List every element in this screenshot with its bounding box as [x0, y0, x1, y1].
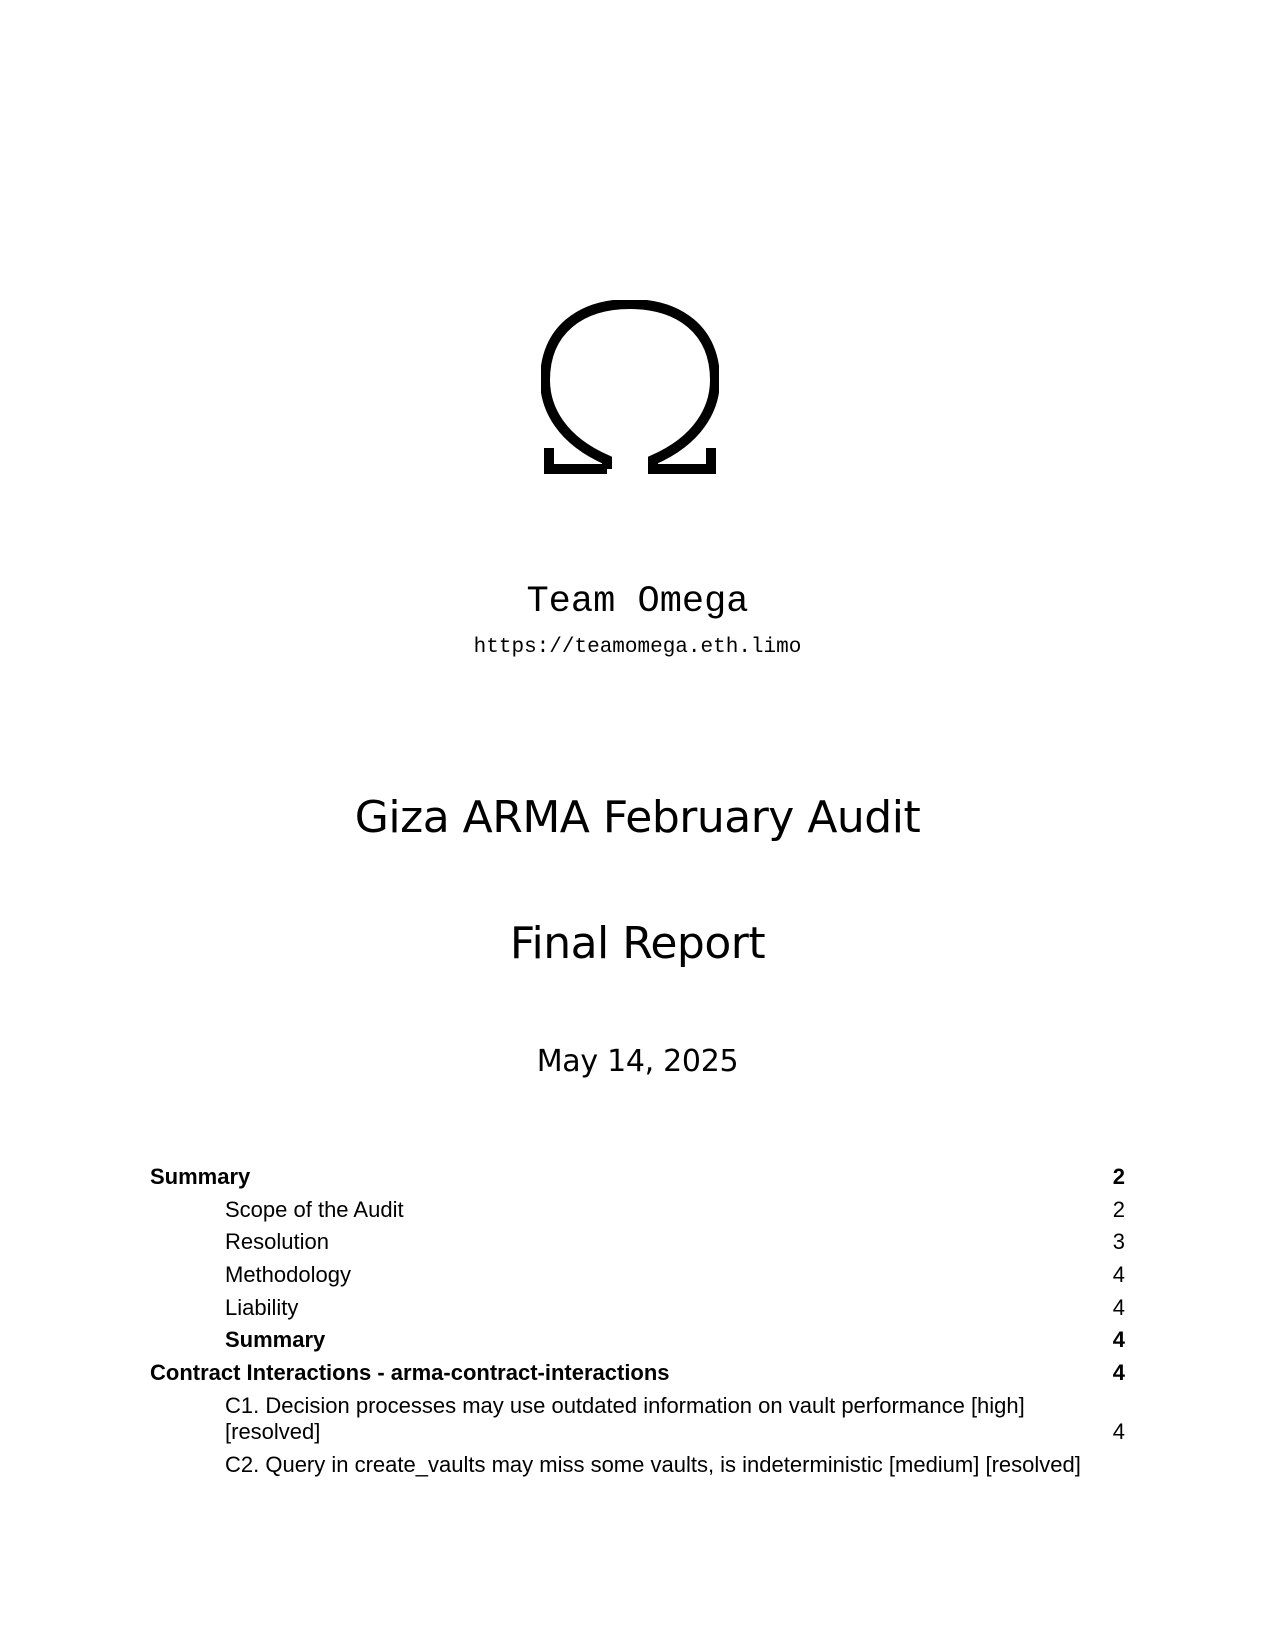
toc-entry-page: 3	[1112, 1229, 1125, 1255]
toc-entry-page: 4	[1112, 1360, 1125, 1386]
toc-entry-title: C1. Decision processes may use outdated information on vault performance [high] [resolved]	[225, 1392, 1025, 1444]
organization-url[interactable]: https://teamomega.eth.limo	[473, 636, 802, 659]
organization-name: Team Omega	[526, 581, 749, 623]
report-title: Giza ARMA February Audit	[354, 792, 921, 843]
toc-entry-page: 4	[1112, 1262, 1125, 1288]
toc-entry-c1[interactable]	[150, 1393, 1125, 1445]
toc-entry-title: Contract Interactions - arma-contract-interactions	[150, 1360, 670, 1386]
toc-entry-contract-interactions[interactable]	[150, 1360, 1125, 1386]
report-subtitle: Final Report	[509, 918, 766, 969]
toc-entry-title: Resolution	[225, 1229, 329, 1255]
toc-entry-page: 4	[1112, 1418, 1125, 1444]
toc-entry-liability[interactable]	[150, 1295, 1125, 1321]
toc-entry-scope[interactable]	[150, 1197, 1125, 1223]
toc-entry-page: 2	[1112, 1196, 1125, 1222]
toc-entry-c2[interactable]	[150, 1452, 1125, 1478]
table-of-contents	[150, 1164, 1125, 1484]
toc-entry-page: 4	[1112, 1327, 1125, 1353]
toc-entry-title: Summary	[150, 1164, 251, 1189]
toc-entry-page: 4	[1112, 1294, 1125, 1320]
omega-icon	[541, 300, 719, 490]
toc-entry-summary[interactable]	[150, 1164, 1125, 1190]
toc-entry-summary-sub[interactable]	[150, 1327, 1125, 1353]
omega-logo-icon	[541, 300, 719, 490]
toc-entry-methodology[interactable]	[150, 1262, 1125, 1288]
toc-entry-title: Summary	[225, 1327, 326, 1353]
toc-entry-title: Liability	[225, 1294, 299, 1320]
toc-entry-title: Methodology	[225, 1262, 351, 1288]
toc-entry-title: Scope of the Audit	[225, 1196, 404, 1222]
toc-entry-resolution[interactable]	[150, 1229, 1125, 1255]
toc-entry-page: 2	[1112, 1164, 1125, 1189]
report-date: May 14, 2025	[536, 1044, 739, 1079]
toc-entry-title: C2. Query in create_vaults may miss some vaults, is indeterministic [medium] [resolved]	[225, 1451, 1081, 1477]
